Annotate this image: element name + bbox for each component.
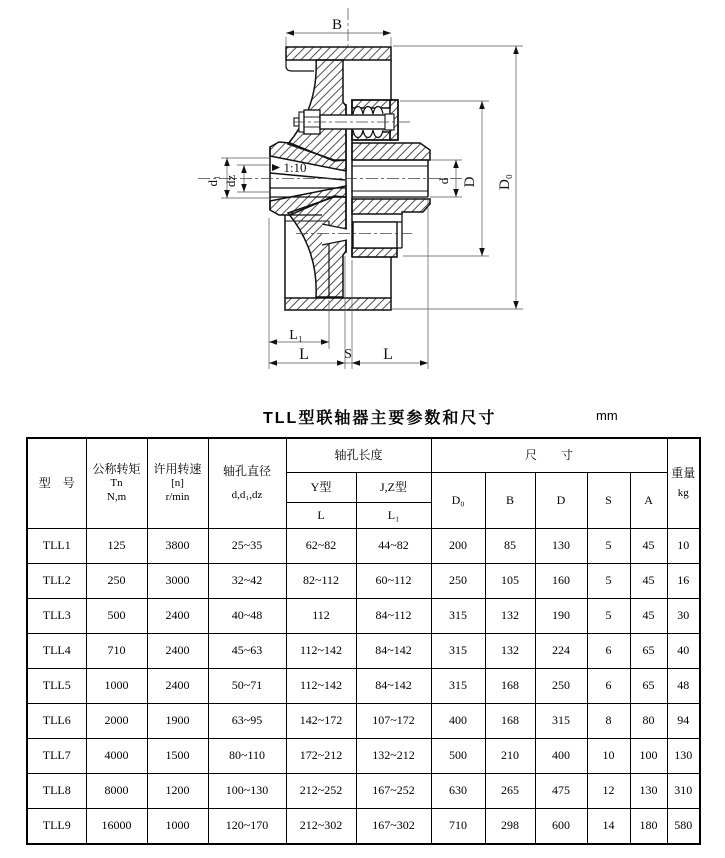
dim-label-L1: L₁ — [289, 328, 303, 343]
cell-A: 130 — [630, 773, 667, 808]
cell-L1: 107~172 — [356, 703, 431, 738]
torque-unit: N,m — [106, 490, 127, 503]
cell-speed: 1000 — [147, 808, 208, 844]
col-header-S: S — [587, 472, 630, 528]
table-row — [27, 738, 700, 773]
col-header-B: B — [485, 472, 535, 528]
cell-speed: 3000 — [147, 563, 208, 598]
cell-B: 168 — [485, 703, 535, 738]
cell-L: 172~212 — [286, 738, 356, 773]
cell-model: TLL5 — [27, 668, 86, 703]
dim-label-D: D — [462, 176, 478, 188]
cell-L1: 84~112 — [356, 598, 431, 633]
cell-A: 45 — [630, 528, 667, 563]
cell-D: 600 — [535, 808, 587, 844]
parameter-table — [26, 437, 701, 845]
bore-symbols: d,d₁,dz — [231, 488, 263, 501]
taper-arrow-icon — [272, 164, 280, 171]
dim-label-d1: d₁ — [205, 175, 220, 187]
weight-unit: kg — [677, 486, 689, 499]
cell-S: 5 — [587, 528, 630, 563]
cell-D0: 250 — [431, 563, 485, 598]
cell-S: 12 — [587, 773, 630, 808]
cell-torque: 500 — [86, 598, 147, 633]
cell-weight: 310 — [667, 773, 700, 808]
cell-weight: 30 — [667, 598, 700, 633]
cell-bore-diameter: 80~110 — [208, 738, 286, 773]
cell-speed: 3800 — [147, 528, 208, 563]
title-row — [0, 403, 725, 429]
dim-label-B: B — [331, 17, 343, 33]
cell-D0: 400 — [431, 703, 485, 738]
cell-S: 6 — [587, 668, 630, 703]
cell-L: 112~142 — [286, 668, 356, 703]
cell-model: TLL1 — [27, 528, 86, 563]
cell-weight: 94 — [667, 703, 700, 738]
cell-B: 132 — [485, 633, 535, 668]
cell-S: 8 — [587, 703, 630, 738]
cell-L: 112 — [286, 598, 356, 633]
col-group-hole-length: 轴孔长度 — [286, 438, 431, 472]
cell-torque: 2000 — [86, 703, 147, 738]
right-hub-bottom-band — [352, 248, 397, 257]
cell-B: 168 — [485, 668, 535, 703]
table-row — [27, 598, 700, 633]
cell-speed: 2400 — [147, 598, 208, 633]
cell-D0: 710 — [431, 808, 485, 844]
bore-label: 轴孔直径 — [222, 463, 271, 478]
cell-bore-diameter: 100~130 — [208, 773, 286, 808]
page-title: TLL型联轴器主要参数和尺寸 — [263, 410, 497, 427]
cell-B: 298 — [485, 808, 535, 844]
right-hub-flange-lower — [352, 199, 430, 214]
cell-speed: 1500 — [147, 738, 208, 773]
left-hub-taper-bore-line — [270, 173, 345, 180]
cell-bore-diameter: 25~35 — [208, 528, 286, 563]
cell-S: 14 — [587, 808, 630, 844]
col-header-y-type: Y型 — [286, 472, 356, 502]
cell-D0: 315 — [431, 598, 485, 633]
cell-D0: 315 — [431, 633, 485, 668]
speed-unit: r/min — [165, 490, 190, 503]
elastic-sleeve-top — [353, 107, 383, 115]
cell-L: 212~252 — [286, 773, 356, 808]
cell-bore-diameter: 50~71 — [208, 668, 286, 703]
cell-weight: 16 — [667, 563, 700, 598]
cell-B: 210 — [485, 738, 535, 773]
cell-L1: 60~112 — [356, 563, 431, 598]
cell-bore-diameter: 32~42 — [208, 563, 286, 598]
cell-A: 100 — [630, 738, 667, 773]
cell-L: 212~302 — [286, 808, 356, 844]
cell-A: 45 — [630, 598, 667, 633]
cell-weight: 40 — [667, 633, 700, 668]
cell-D: 224 — [535, 633, 587, 668]
cell-D: 475 — [535, 773, 587, 808]
cell-D0: 630 — [431, 773, 485, 808]
cell-torque: 710 — [86, 633, 147, 668]
cell-L: 62~82 — [286, 528, 356, 563]
cell-D: 315 — [535, 703, 587, 738]
unit-label: mm — [596, 408, 618, 423]
cell-D: 130 — [535, 528, 587, 563]
cell-D: 400 — [535, 738, 587, 773]
col-header-bore — [208, 438, 286, 528]
drum-left-lip — [286, 60, 314, 71]
cell-D0: 500 — [431, 738, 485, 773]
drum-web-lower — [288, 197, 346, 297]
cell-speed: 1900 — [147, 703, 208, 738]
cell-bore-diameter: 63~95 — [208, 703, 286, 738]
cell-L1: 44~82 — [356, 528, 431, 563]
cell-speed: 2400 — [147, 668, 208, 703]
cell-S: 6 — [587, 633, 630, 668]
col-header-L: L — [286, 502, 356, 528]
torque-label: 公称转矩 — [92, 462, 141, 476]
col-header-jz-type: J,Z型 — [356, 472, 431, 502]
col-header-D0: D₀ — [431, 472, 485, 528]
cell-S: 5 — [587, 563, 630, 598]
cell-model: TLL3 — [27, 598, 86, 633]
coupling-section-drawing — [0, 0, 725, 400]
cell-bore-diameter: 40~48 — [208, 598, 286, 633]
cell-L1: 84~142 — [356, 668, 431, 703]
table-header — [27, 438, 700, 528]
outlines — [270, 60, 428, 298]
cell-D0: 315 — [431, 668, 485, 703]
cell-D: 190 — [535, 598, 587, 633]
sleeve-cavity-lower — [353, 222, 397, 248]
weight-label: 重量 — [671, 465, 696, 480]
cell-torque: 16000 — [86, 808, 147, 844]
elastic-sleeve-bottom — [353, 130, 383, 138]
cell-bore-diameter: 120~170 — [208, 808, 286, 844]
cell-weight: 10 — [667, 528, 700, 563]
table-row — [27, 773, 700, 808]
cell-S: 10 — [587, 738, 630, 773]
dim-label-D0: D₀ — [497, 173, 513, 191]
cell-L1: 84~142 — [356, 633, 431, 668]
cell-S: 5 — [587, 598, 630, 633]
cell-L: 82~112 — [286, 563, 356, 598]
cell-weight: 580 — [667, 808, 700, 844]
right-hub-flange-upper — [352, 143, 430, 160]
cell-L1: 132~212 — [356, 738, 431, 773]
table-row — [27, 703, 700, 738]
dim-label-dz: dz — [223, 174, 238, 188]
col-header-model: 型 号 — [27, 438, 86, 528]
cell-bore-diameter: 45~63 — [208, 633, 286, 668]
cell-torque: 250 — [86, 563, 147, 598]
cell-L: 112~142 — [286, 633, 356, 668]
speed-symbol: [n] — [171, 477, 184, 489]
cell-A: 65 — [630, 668, 667, 703]
dim-label-L-left: L — [299, 346, 309, 363]
cell-A: 45 — [630, 563, 667, 598]
cell-torque: 4000 — [86, 738, 147, 773]
dim-label-d: d — [436, 177, 451, 185]
dim-label-S: S — [344, 347, 352, 362]
torque-symbol: Tn — [110, 477, 123, 489]
cell-D: 250 — [535, 668, 587, 703]
dim-label-L-right: L — [383, 346, 393, 363]
cell-model: TLL6 — [27, 703, 86, 738]
cell-L1: 167~302 — [356, 808, 431, 844]
cell-torque: 125 — [86, 528, 147, 563]
speed-label: 许用转速 — [153, 462, 202, 476]
cell-weight: 48 — [667, 668, 700, 703]
cell-model: TLL8 — [27, 773, 86, 808]
cell-model: TLL9 — [27, 808, 86, 844]
col-header-A: A — [630, 472, 667, 528]
cell-D: 160 — [535, 563, 587, 598]
cell-weight: 130 — [667, 738, 700, 773]
cell-torque: 8000 — [86, 773, 147, 808]
brake-drum-bottom-rim — [285, 298, 391, 310]
cell-speed: 2400 — [147, 633, 208, 668]
cell-B: 265 — [485, 773, 535, 808]
dimension-labels — [205, 17, 513, 363]
cell-A: 80 — [630, 703, 667, 738]
cell-L1: 167~252 — [356, 773, 431, 808]
cell-speed: 1200 — [147, 773, 208, 808]
cell-model: TLL2 — [27, 563, 86, 598]
cell-B: 105 — [485, 563, 535, 598]
col-header-D: D — [535, 472, 587, 528]
brake-drum-top-rim — [286, 47, 391, 60]
cell-A: 180 — [630, 808, 667, 844]
table-row — [27, 528, 700, 563]
table-row — [27, 563, 700, 598]
cell-torque: 1000 — [86, 668, 147, 703]
cell-model: TLL4 — [27, 633, 86, 668]
col-header-speed — [147, 438, 208, 528]
col-header-weight — [667, 438, 700, 528]
col-header-torque — [86, 438, 147, 528]
table-row — [27, 668, 700, 703]
cell-B: 85 — [485, 528, 535, 563]
dim-label-taper: 1:10 — [283, 160, 307, 175]
table-row — [27, 808, 700, 844]
cell-model: TLL7 — [27, 738, 86, 773]
col-header-L1: L₁ — [356, 502, 431, 528]
col-group-size: 尺 寸 — [431, 438, 667, 472]
cell-A: 65 — [630, 633, 667, 668]
table-row — [27, 633, 700, 668]
table-body — [27, 528, 700, 844]
cell-B: 132 — [485, 598, 535, 633]
cell-L: 142~172 — [286, 703, 356, 738]
cell-D0: 200 — [431, 528, 485, 563]
